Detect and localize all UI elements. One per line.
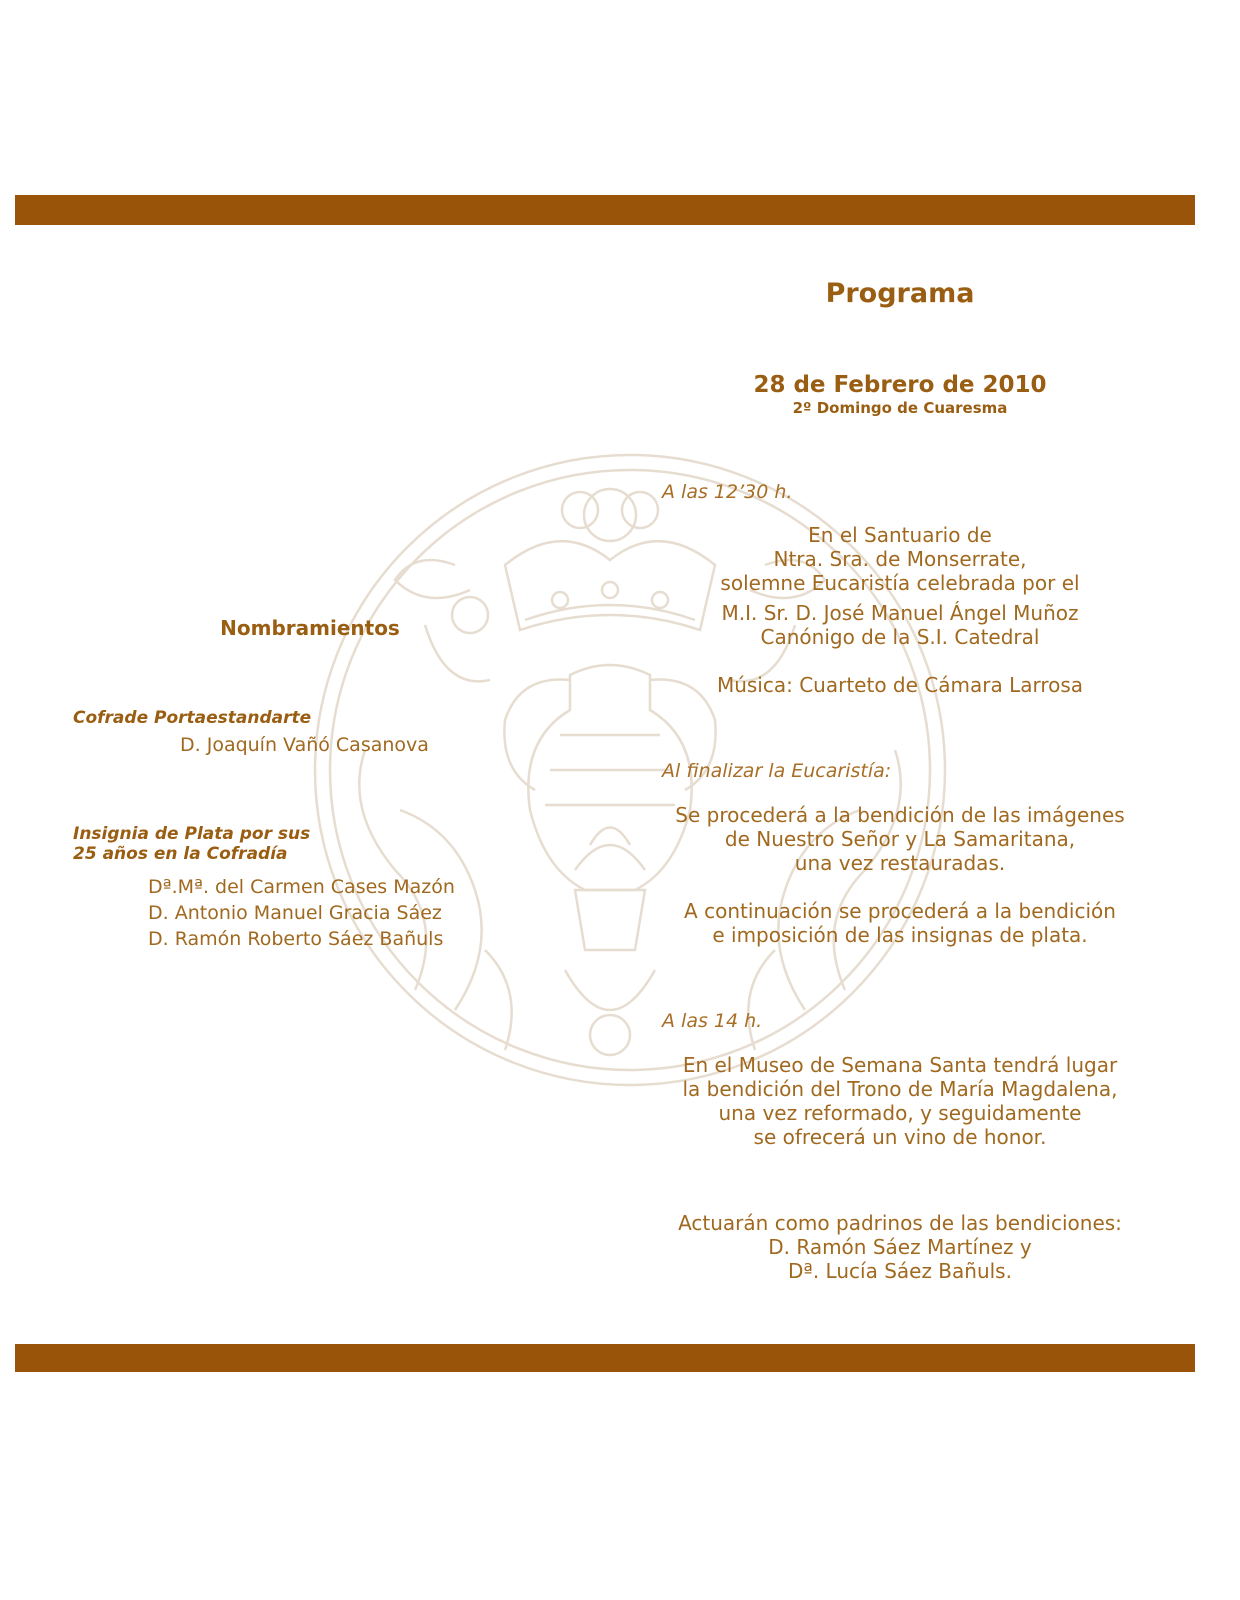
bottom-decorative-band [15,1344,1195,1372]
museum-line: se ofrecerá un vino de honor. [753,1125,1047,1149]
mass-line: Ntra. Sra. de Monserrate, [773,547,1027,571]
honoree-name: Dª.Mª. del Carmen Cases Mazón [148,876,455,898]
standard-bearer-role: Cofrade Portaestandarte [73,708,312,728]
program-title: Programa [825,278,975,309]
mass-line: solemne Eucaristía celebrada por el [720,571,1080,595]
top-decorative-band [15,195,1195,225]
blessing-line: de Nuestro Señor y La Samaritana, [724,827,1076,851]
godparents-description [650,1211,1150,1283]
silver-role-line: 25 años en la Cofradía [73,844,288,864]
museum-line: la bendición del Trono de María Magdalena, [682,1077,1118,1101]
museum-line: En el Museo de Semana Santa tendrá lugar [682,1053,1118,1077]
appointments-heading: Nombramientos [220,616,400,640]
standard-bearer-name: D. Joaquín Vañó Casanova [180,734,429,756]
music-line: Música: Cuarteto de Cámara Larrosa [716,673,1084,697]
honoree-name: D. Antonio Manuel Gracia Sáez [148,902,442,924]
honoree-name: D. Ramón Roberto Sáez Bañuls [148,928,444,950]
mass-description [650,523,1150,649]
silver-role-line: Insignia de Plata por sus [73,824,311,844]
mass-line: En el Santuario de [808,523,992,547]
insignias-description [650,899,1150,947]
silver-insignia-names [148,874,455,952]
blessing-description [650,803,1150,875]
silver-insignia-role [73,824,310,864]
godparents-line: Dª. Lucía Sáez Bañuls. [788,1259,1012,1283]
time-label-1230: A las 12’30 h. [662,481,793,503]
insignias-line: e imposición de las insignas de plata. [712,923,1088,947]
time-label-14: A las 14 h. [662,1010,763,1032]
blessing-line: Se procederá a la bendición de las imágenes [675,803,1125,827]
museum-line: una vez reformado, y seguidamente [718,1101,1082,1125]
after-mass-label: Al finalizar la Eucaristía: [662,760,892,782]
event-date: 28 de Febrero de 2010 [753,372,1047,398]
blessing-line: una vez restauradas. [794,851,1006,875]
godparents-line: Actuarán como padrinos de las bendiciones: [678,1211,1122,1235]
museum-description [650,1053,1150,1149]
mass-line: Canónigo de la S.I. Catedral [760,625,1040,649]
godparents-line: D. Ramón Sáez Martínez y [768,1235,1032,1259]
mass-line: M.I. Sr. D. José Manuel Ángel Muñoz [721,601,1079,625]
insignias-line: A continuación se procederá a la bendición [684,899,1116,923]
liturgical-day: 2º Domingo de Cuaresma [792,399,1008,417]
